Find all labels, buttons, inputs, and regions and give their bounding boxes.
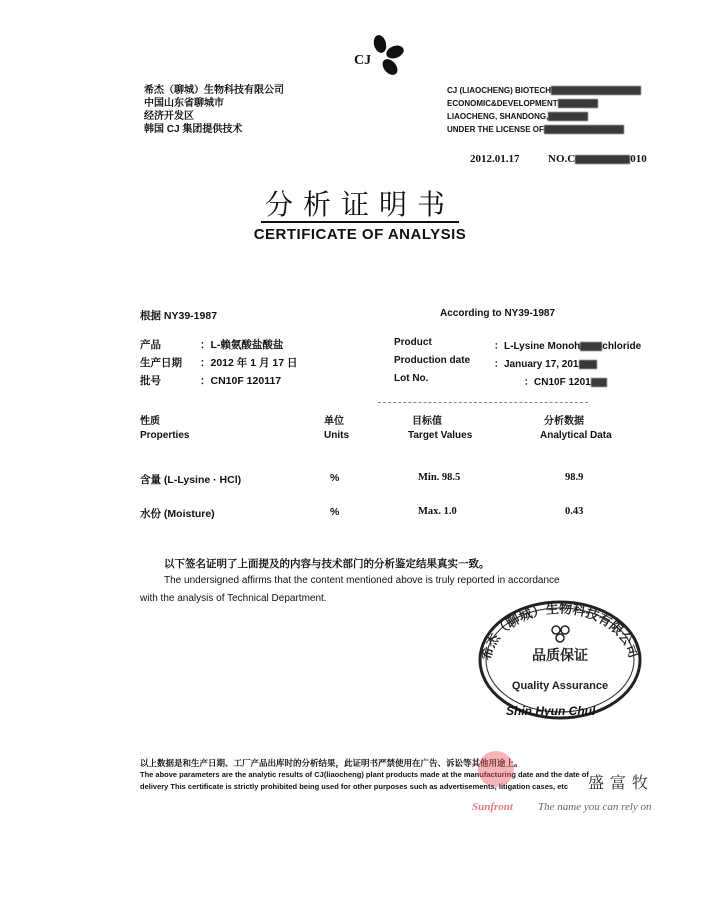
th-units-en: Units (324, 430, 349, 441)
cj-logo (352, 34, 412, 80)
row-moisture-target: Max. 1.0 (418, 506, 457, 517)
divider (378, 402, 588, 403)
production-date-value-en: ：January 17, 201 (494, 355, 597, 370)
statement-en-line1: The undersigned affirms that the content mentioned above is truly reported in accordance (164, 575, 560, 586)
stamp-title-cn: 品质保证 (532, 648, 588, 664)
row-lysine-property: 含量 (L-Lysine · HCl) (140, 474, 242, 486)
brand-watermark-cn: 盛富牧 (588, 773, 655, 792)
title-cn: 分析证明书 (0, 183, 720, 223)
th-analytical-cn: 分析数据 (544, 416, 584, 427)
row-lysine-target: Min. 98.5 (418, 472, 461, 483)
company-city-en: LIAOCHENG, SHANDONG, (447, 110, 588, 123)
product-value-en: ：L-Lysine Monoh chloride (494, 341, 642, 352)
lot-label-cn: 批号 (140, 375, 161, 387)
issue-date: 2012.01.17 (470, 153, 520, 165)
footer-cn: 以上数据是和生产日期、工厂产品出库时的分析结果，此证明书严禁使用在广告、诉讼等其他用途上。 (140, 758, 523, 768)
standard-en: According to NY39-1987 (440, 308, 556, 319)
th-analytical-en: Analytical Data (540, 430, 612, 441)
lot-value-cn: ：CN10F 120117 (200, 375, 282, 387)
company-name-en: CJ (LIAOCHENG) BIOTECH (447, 84, 641, 97)
statement-cn: 以下签名证明了上面提及的内容与技术部门的分析鉴定结果真实一致。 (164, 558, 490, 570)
th-properties-en: Properties (140, 430, 190, 441)
row-lysine-value: 98.9 (565, 472, 584, 483)
company-zone-cn: 经济开发区 (144, 111, 194, 122)
row-moisture-value: 0.43 (565, 506, 584, 517)
product-label-en: Product (394, 337, 432, 348)
production-date-label-cn: 生产日期 (140, 357, 182, 369)
cj-logo-text: CJ (354, 53, 372, 68)
brand-watermark-dot (478, 751, 514, 787)
stamp-title-en: Quality Assurance (511, 680, 609, 692)
brand-slogan: The name you can rely on (538, 801, 652, 813)
signer-name: Shin Hyun Chul (506, 704, 596, 718)
th-target-en: Target Values (408, 430, 473, 441)
quality-stamp (470, 590, 650, 720)
production-date-value-cn: ：2012 年 1 月 17 日 (200, 357, 298, 369)
company-dev-en: ECONOMIC&DEVELOPMENT (447, 97, 598, 110)
document-number: NO.C 010 (548, 153, 647, 165)
product-label-cn: 产品 (140, 339, 161, 351)
production-date-label-en: Production date (394, 355, 471, 366)
brand-name: Sunfront (472, 801, 513, 813)
row-moisture-unit: % (330, 506, 340, 518)
company-license-cn: 韩国 CJ 集团提供技术 (144, 124, 243, 135)
standard-cn: 根据 NY39-1987 (140, 310, 218, 322)
lot-label-en: Lot No. (394, 373, 429, 384)
company-addr-cn: 中国山东省聊城市 (144, 98, 224, 109)
company-name-cn: 希杰（聊城）生物科技有限公司 (144, 85, 284, 96)
footer-en-line1: The above parameters are the analytic results of CJ(liaocheng) plant products made at the manufacturing date and the date of (140, 770, 589, 779)
product-value-cn: ：L-赖氨酸盐酸盐 (200, 339, 284, 351)
th-target-cn: 目标值 (412, 416, 442, 427)
lot-value-en: ：CN10F 1201 (524, 373, 607, 388)
statement-en-line2: with the analysis of Technical Department. (140, 593, 327, 604)
company-license-en: UNDER THE LICENSE OF (447, 123, 624, 136)
row-lysine-unit: % (330, 472, 340, 484)
row-moisture-property: 水份 (Moisture) (140, 508, 215, 520)
th-properties-cn: 性质 (140, 416, 160, 427)
footer-en-line2: delivery This certificate is strictly prohibited being used for other purposes such as advertisements, litigation cases, etc (140, 782, 569, 791)
stamp-ring-text: 希杰（聊城）生物科技有限公司 (479, 601, 641, 662)
title-en: CERTIFICATE OF ANALYSIS (253, 226, 467, 243)
th-units-cn: 单位 (324, 416, 344, 427)
